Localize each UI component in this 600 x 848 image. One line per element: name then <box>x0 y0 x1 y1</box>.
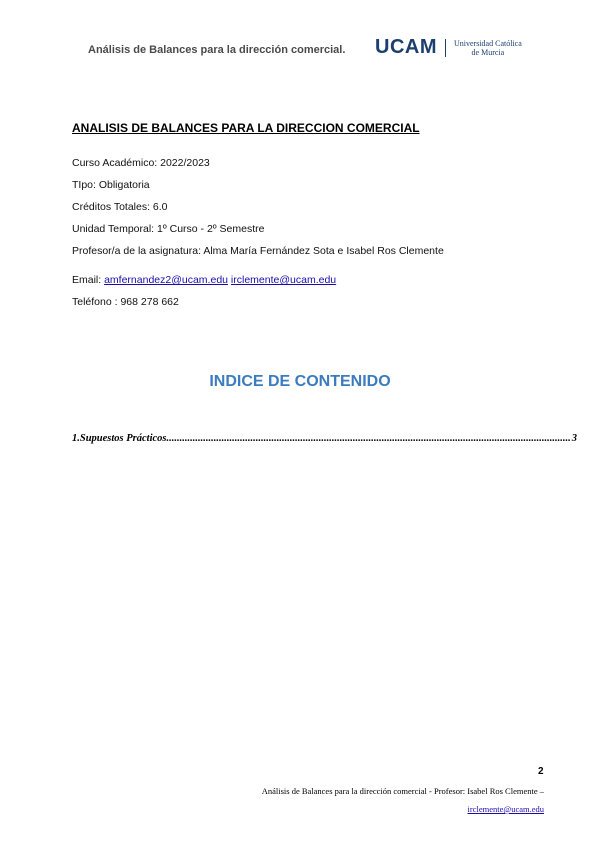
email-link-1[interactable]: amfernandez2@ucam.edu <box>104 274 228 286</box>
info-tipo: TIpo: Obligatoria <box>72 179 150 191</box>
logo-subtitle-line2: de Murcia <box>471 47 505 57</box>
toc-entry-label: Supuestos Prácticos <box>79 433 167 444</box>
logo-main-text: UCAM <box>375 36 437 58</box>
info-profesor: Profesor/a de la asignatura: Alma María Fernández Sota e Isabel Ros Clemente <box>72 245 444 257</box>
email-label: Email: <box>72 274 105 286</box>
footer-text: Análisis de Balances para la dirección comercial - Profesor: Isabel Ros Clemente – <box>261 786 544 796</box>
info-email <box>72 274 336 286</box>
logo-divider <box>445 39 446 57</box>
info-telefono: Teléfono : 968 278 662 <box>72 296 179 308</box>
info-curso: Curso Académico: 2022/2023 <box>72 157 210 169</box>
logo-subtitle <box>454 39 522 57</box>
toc-entry[interactable] <box>72 433 578 444</box>
toc-heading: INDICE DE CONTENIDO <box>209 373 391 390</box>
email-link-2[interactable]: irclemente@ucam.edu <box>230 274 337 286</box>
toc-entry-page: 3 <box>571 433 578 444</box>
info-creditos: Créditos Totales: 6.0 <box>72 201 168 213</box>
toc-entry-number: 1. <box>72 433 80 444</box>
toc-dot-leader: .......................................................................................................................................................... <box>166 433 571 444</box>
document-title: ANALISIS DE BALANCES PARA LA DIRECCION COMERCIAL <box>72 121 420 135</box>
page-number: 2 <box>538 766 544 777</box>
ucam-logo <box>375 36 522 59</box>
footer-email-link[interactable]: irclemente@ucam.edu <box>467 804 544 814</box>
info-unidad: Unidad Temporal: 1º Curso - 2º Semestre <box>72 223 265 235</box>
header-title: Análisis de Balances para la dirección comercial. <box>88 44 346 56</box>
logo-subtitle-line1: Universidad Católica <box>454 38 522 48</box>
